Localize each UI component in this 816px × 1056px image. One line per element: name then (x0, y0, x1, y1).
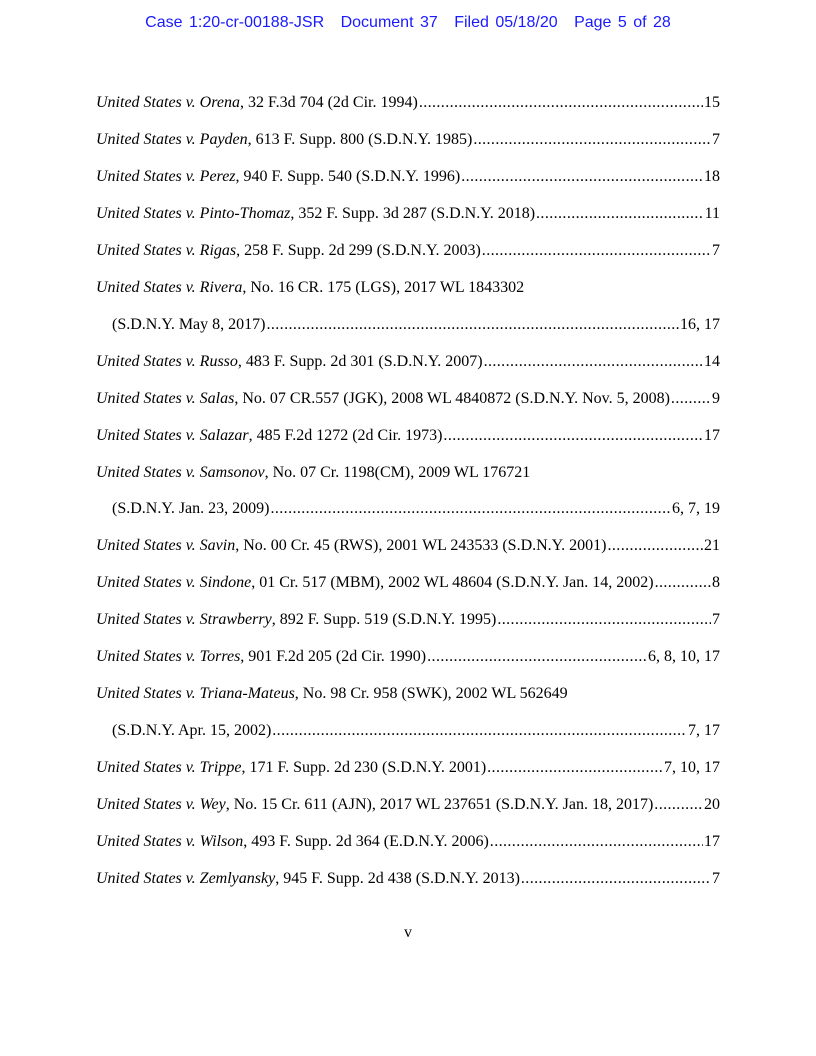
dot-leader (272, 722, 687, 740)
citation: , 01 Cr. 517 (MBM), 2002 WL 48604 (S.D.N.Y. Jan. 14, 2002) (251, 574, 654, 591)
page-references: 20 (704, 795, 720, 813)
citation-continued: (S.D.N.Y. May 8, 2017) (112, 315, 266, 333)
case-name: United States v. Trippe (96, 758, 242, 776)
case-name: United States v. Triana-Mateus (96, 685, 295, 702)
page-references: 14 (704, 352, 720, 370)
citation: , 258 F. Supp. 2d 299 (S.D.N.Y. 2003) (236, 242, 481, 259)
case-name: United States v. Samsonov (96, 463, 265, 481)
case-name: United States v. Savin (96, 537, 236, 554)
page-references: 7 (712, 869, 720, 887)
authority-entry (96, 242, 720, 279)
case-name: United States v. Torres (96, 648, 241, 665)
page-references: 7 (712, 242, 720, 259)
authority-entry (96, 390, 720, 427)
citation: , 171 F. Supp. 2d 230 (S.D.N.Y. 2001) (241, 758, 487, 776)
authority-entry-continued (96, 500, 720, 537)
dot-leader (482, 242, 711, 260)
authority-entry (96, 611, 720, 648)
case-name: United States v. Salazar (96, 426, 249, 444)
authority-entry (96, 833, 720, 870)
citation: , 940 F. Supp. 540 (S.D.N.Y. 1996) (235, 168, 461, 185)
citation: , No. 07 Cr. 1198(CM), 2009 WL 176721 (264, 463, 531, 481)
case-name: United States v. Pinto-Thomaz (96, 205, 291, 222)
citation: , 485 F.2d 1272 (2d Cir. 1973) (248, 426, 443, 444)
case-name: United States v. Wey (96, 795, 226, 813)
page-references: 17 (704, 832, 720, 850)
dot-leader (490, 833, 703, 851)
citation: , No. 15 Cr. 611 (AJN), 2017 WL 237651 (S.D.N.Y. Jan. 18, 2017) (225, 795, 654, 813)
citation: , 493 F. Supp. 2d 364 (E.D.N.Y. 2006) (243, 832, 489, 850)
authority-entry-continued (96, 316, 720, 353)
authority-entry (96, 131, 720, 168)
citation: , 613 F. Supp. 800 (S.D.N.Y. 1985) (247, 131, 473, 148)
dot-leader (484, 353, 703, 371)
case-name: United States v. Payden (96, 131, 248, 148)
case-name: United States v. Wilson (96, 832, 244, 850)
dot-leader (419, 94, 703, 112)
case-number: Case 1:20-cr-00188-JSR (145, 14, 325, 31)
citation: , 945 F. Supp. 2d 438 (S.D.N.Y. 2013) (275, 869, 520, 887)
page-references: 11 (704, 205, 720, 222)
case-name: United States v. Rigas (96, 242, 237, 259)
authority-entry-continued (96, 722, 720, 759)
page-count: Page 5 of 28 (574, 14, 671, 31)
page-references: 6, 8, 10, 17 (648, 648, 720, 665)
citation: , No. 98 Cr. 958 (SWK), 2002 WL 562649 (294, 685, 568, 702)
dot-leader (497, 611, 711, 629)
citation: , No. 16 CR. 175 (LGS), 2017 WL 1843302 (242, 279, 525, 296)
authority-entry (96, 464, 720, 501)
page-references: 7, 10, 17 (664, 758, 720, 776)
dot-leader (427, 648, 647, 666)
authority-entry (96, 759, 720, 796)
dot-leader (473, 131, 711, 149)
filed-date: Filed 05/18/20 (454, 14, 558, 31)
citation: , 901 F.2d 205 (2d Cir. 1990) (240, 648, 427, 665)
citation-continued: (S.D.N.Y. Apr. 15, 2002) (112, 721, 272, 739)
dot-leader (487, 759, 663, 777)
citation: , No. 00 Cr. 45 (RWS), 2001 WL 243533 (S.D.N.Y. 2001) (235, 537, 607, 554)
authority-entry (96, 648, 720, 685)
page-references: 6, 7, 19 (672, 500, 720, 517)
page-references: 15 (704, 94, 720, 111)
page-references: 9 (712, 389, 720, 407)
page-references: 16, 17 (680, 315, 720, 333)
dot-leader (521, 870, 711, 888)
dot-leader (654, 796, 703, 814)
page-references: 17 (704, 426, 720, 444)
dot-leader (461, 168, 703, 186)
page-references: 18 (704, 168, 720, 185)
citation: , 352 F. Supp. 3d 287 (S.D.N.Y. 2018) (290, 205, 536, 222)
dot-leader (671, 390, 711, 408)
document-number: Document 37 (340, 14, 438, 31)
authority-entry (96, 427, 720, 464)
table-of-authorities (96, 94, 720, 907)
dot-leader (608, 537, 704, 555)
dot-leader (266, 316, 679, 334)
case-name: United States v. Sindone (96, 574, 252, 591)
page-references: 7, 17 (688, 721, 720, 739)
authority-entry (96, 870, 720, 907)
ecf-header (0, 14, 816, 32)
authority-entry (96, 94, 720, 131)
dot-leader (443, 427, 703, 445)
page-references: 7 (712, 131, 720, 148)
citation: , 32 F.3d 704 (2d Cir. 1994) (239, 94, 418, 111)
case-name: United States v. Orena (96, 94, 240, 111)
authority-entry (96, 574, 720, 611)
case-name: United States v. Salas (96, 389, 235, 407)
authority-entry (96, 796, 720, 833)
dot-leader (270, 500, 671, 518)
dot-leader (655, 574, 711, 592)
case-name: United States v. Perez (96, 168, 236, 185)
page-number: v (404, 924, 412, 941)
page-references: 8 (712, 574, 720, 591)
authority-entry (96, 537, 720, 574)
case-name: United States v. Zemlyansky (96, 869, 276, 887)
case-name: United States v. Rivera (96, 279, 243, 296)
citation: , No. 07 CR.557 (JGK), 2008 WL 4840872 (S.D.N.Y. Nov. 5, 2008) (234, 389, 670, 407)
citation: , 892 F. Supp. 519 (S.D.N.Y. 1995) (271, 611, 497, 628)
authority-entry (96, 353, 720, 390)
authority-entry (96, 685, 720, 722)
page-references: 21 (704, 537, 720, 554)
authority-entry (96, 168, 720, 205)
authority-entry (96, 205, 720, 242)
case-name: United States v. Russo (96, 352, 238, 370)
citation: , 483 F. Supp. 2d 301 (S.D.N.Y. 2007) (237, 352, 483, 370)
dot-leader (536, 205, 704, 223)
case-name: United States v. Strawberry (96, 611, 272, 628)
authority-entry (96, 279, 720, 316)
page-references: 7 (712, 611, 720, 628)
citation-continued: (S.D.N.Y. Jan. 23, 2009) (112, 500, 270, 517)
